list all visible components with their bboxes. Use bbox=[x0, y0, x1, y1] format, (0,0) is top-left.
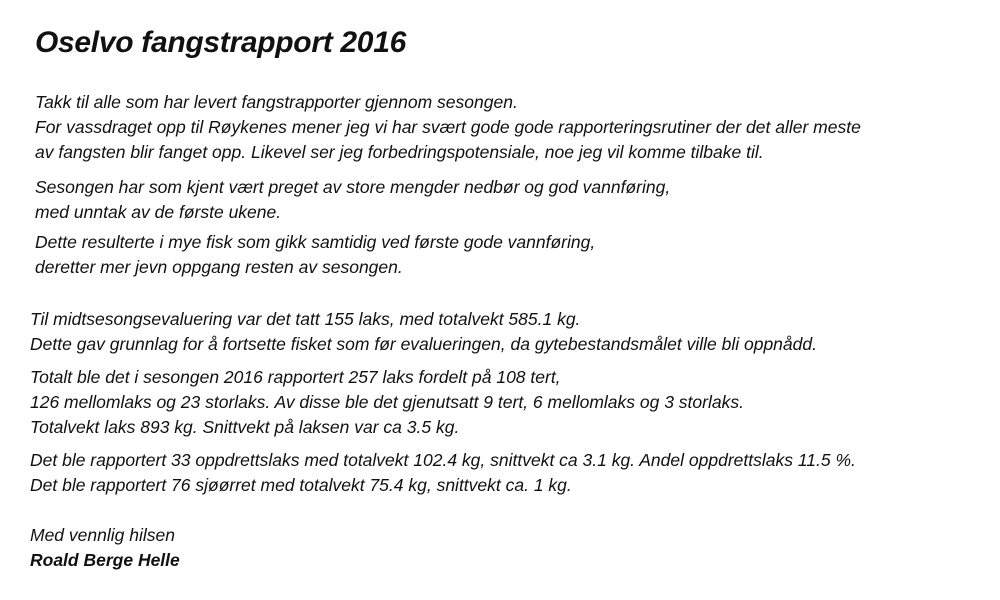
signoff bbox=[30, 523, 180, 573]
season-total-paragraph bbox=[30, 365, 744, 440]
text-line: Til midtsesongsevaluering var det tatt 155 laks, med totalvekt 585.1 kg. bbox=[30, 309, 581, 329]
text-line: deretter mer jevn oppgang resten av sesongen. bbox=[35, 257, 403, 277]
text-line: Sesongen har som kjent vært preget av store mengder nedbør og god vannføring, bbox=[35, 177, 671, 197]
season-paragraph bbox=[35, 175, 670, 225]
text-line: For vassdraget opp til Røykenes mener jeg vi har svært gode gode rapporteringsrutiner der det aller meste bbox=[35, 117, 861, 137]
text-line: med unntak av de første ukene. bbox=[35, 202, 282, 222]
page-title: Oselvo fangstrapport 2016 bbox=[35, 26, 406, 59]
text-line: Totalvekt laks 893 kg. Snittvekt på laksen var ca 3.5 kg. bbox=[30, 417, 460, 437]
text-line: Det ble rapportert 76 sjøørret med totalvekt 75.4 kg, snittvekt ca. 1 kg. bbox=[30, 475, 572, 495]
text-line: Takk til alle som har levert fangstrapporter gjennom sesongen. bbox=[35, 92, 518, 112]
signoff-greeting: Med vennlig hilsen bbox=[30, 525, 175, 545]
intro-paragraph bbox=[35, 90, 861, 165]
text-line: Det ble rapportert 33 oppdrettslaks med totalvekt 102.4 kg, snittvekt ca 3.1 kg. Andel oppdrettslaks 11.5 %. bbox=[30, 450, 856, 470]
farmed-salmon-trout-paragraph bbox=[30, 448, 856, 498]
text-line: Dette resulterte i mye fisk som gikk samtidig ved første gode vannføring, bbox=[35, 232, 596, 252]
signoff-name: Roald Berge Helle bbox=[30, 550, 180, 570]
fish-run-paragraph bbox=[35, 230, 595, 280]
text-line: 126 mellomlaks og 23 storlaks. Av disse ble det gjenutsatt 9 tert, 6 mellomlaks og 3 storlaks. bbox=[30, 392, 744, 412]
text-line: Totalt ble det i sesongen 2016 rapportert 257 laks fordelt på 108 tert, bbox=[30, 367, 561, 387]
text-line: Dette gav grunnlag for å fortsette fisket som før evalueringen, da gytebestandsmålet ville bli oppnådd. bbox=[30, 334, 817, 354]
midseason-paragraph bbox=[30, 307, 817, 357]
text-line: av fangsten blir fanget opp. Likevel ser jeg forbedringspotensiale, noe jeg vil komme tilbake til. bbox=[35, 142, 764, 162]
